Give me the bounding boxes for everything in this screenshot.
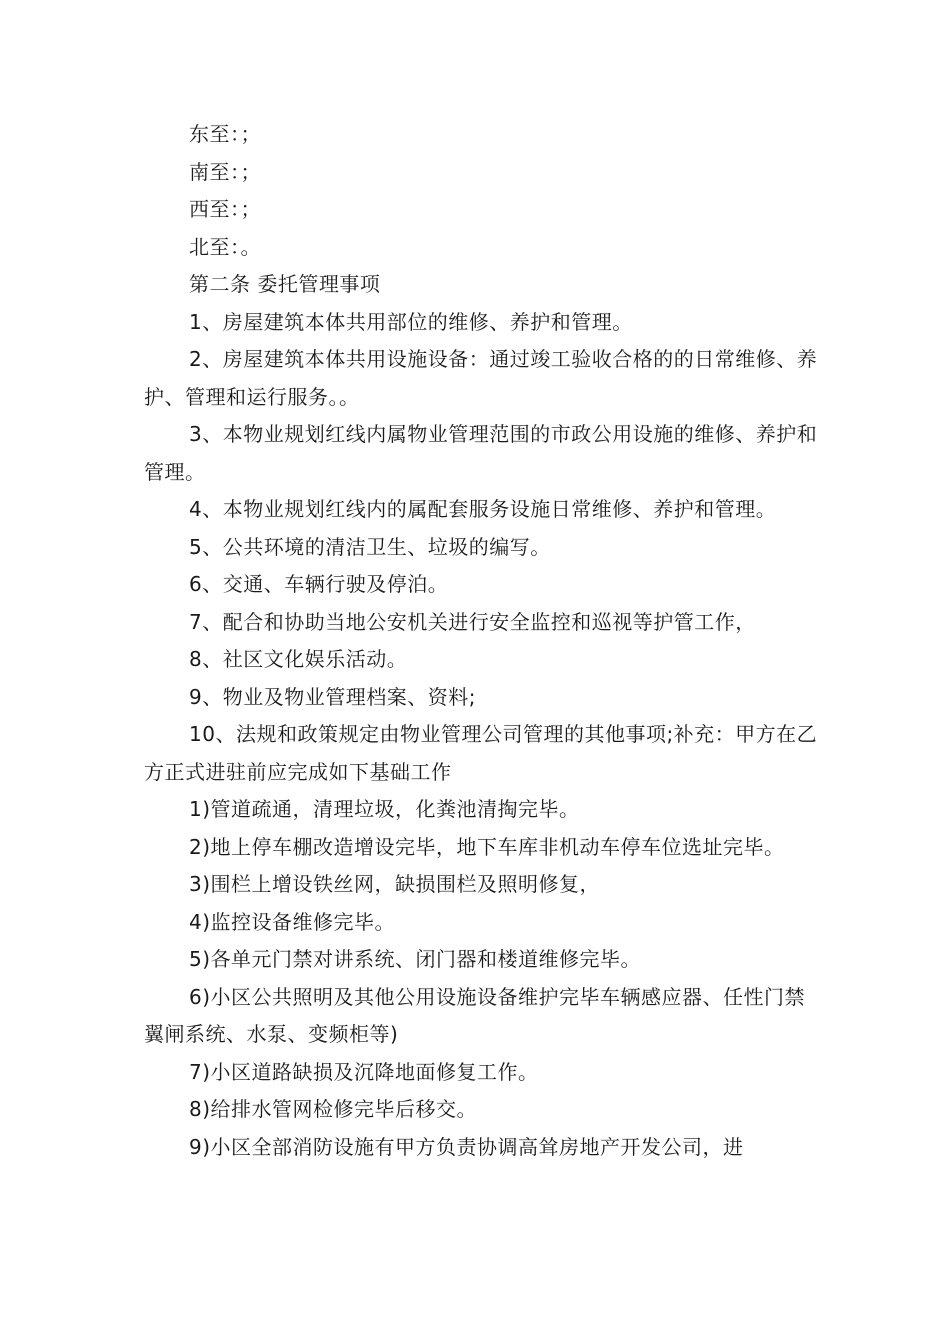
sub-item-6: 6)小区公共照明及其他公用设施设备维护完毕车辆感应器、任性门禁翼闸系统、水泵、变频柜等) [144,984,806,1046]
list-item-9: 9、物业及物业管理档案、资料; [189,684,476,709]
sub-item-3: 3)围栏上增设铁丝网，缺损围栏及照明修复， [189,872,601,896]
sub-item-2: 2)地上停车棚改造增设完毕，地下车库非机动车停车位选址完毕。 [189,834,785,859]
sub-item-7: 7)小区道路缺损及沉降地面修复工作。 [189,1059,539,1084]
list-item-10: 10、法规和政策规定由物业管理公司管理的其他事项;补充：甲方在乙方正式进驻前应完成如下基础工作 [144,722,818,784]
list-item-6: 6、交通、车辆行驶及停泊。 [189,572,449,596]
paragraph-west-boundary: 西至：； [189,197,261,221]
list-item-8: 8、社区文化娱乐活动。 [189,647,408,671]
paragraph-north-boundary: 北至：。 [189,234,261,259]
sub-item-4: 4)监控设备维修完毕。 [189,909,396,934]
list-item-1: 1、房屋建筑本体共用部位的维修、养护和管理。 [189,309,633,334]
sub-item-8: 8)给排水管网检修完毕后移交。 [189,1097,478,1121]
list-item-5: 5、公共环境的清洁卫生、垃圾的编写。 [189,534,551,559]
section-heading-article-2: 第二条 委托管理事项 [189,272,381,296]
paragraph-east-boundary: 东至：； [189,122,261,146]
list-item-4: 4、本物业规划红线内的属配套服务设施日常维修、养护和管理。 [189,497,777,521]
sub-item-1: 1)管道疏通，清理垃圾，化粪池清掏完毕。 [189,797,580,821]
document-body [144,116,824,1166]
sub-item-9: 9)小区全部消防设施有甲方负责协调高耸房地产开发公司，进 [189,1134,744,1159]
list-item-7: 7、配合和协助当地公安机关进行安全监控和巡视等护管工作， [189,609,756,634]
list-item-2: 2、房屋建筑本体共用设施设备：通过竣工验收合格的的日常维修、养护、管理和运行服务。。 [144,347,818,409]
paragraph-south-boundary: 南至：； [189,159,261,184]
list-item-3: 3、本物业规划红线内属物业管理范围的市政公用设施的维修、养护和管理。 [144,422,818,484]
sub-item-5: 5)各单元门禁对讲系统、闭门器和楼道维修完毕。 [189,947,642,971]
